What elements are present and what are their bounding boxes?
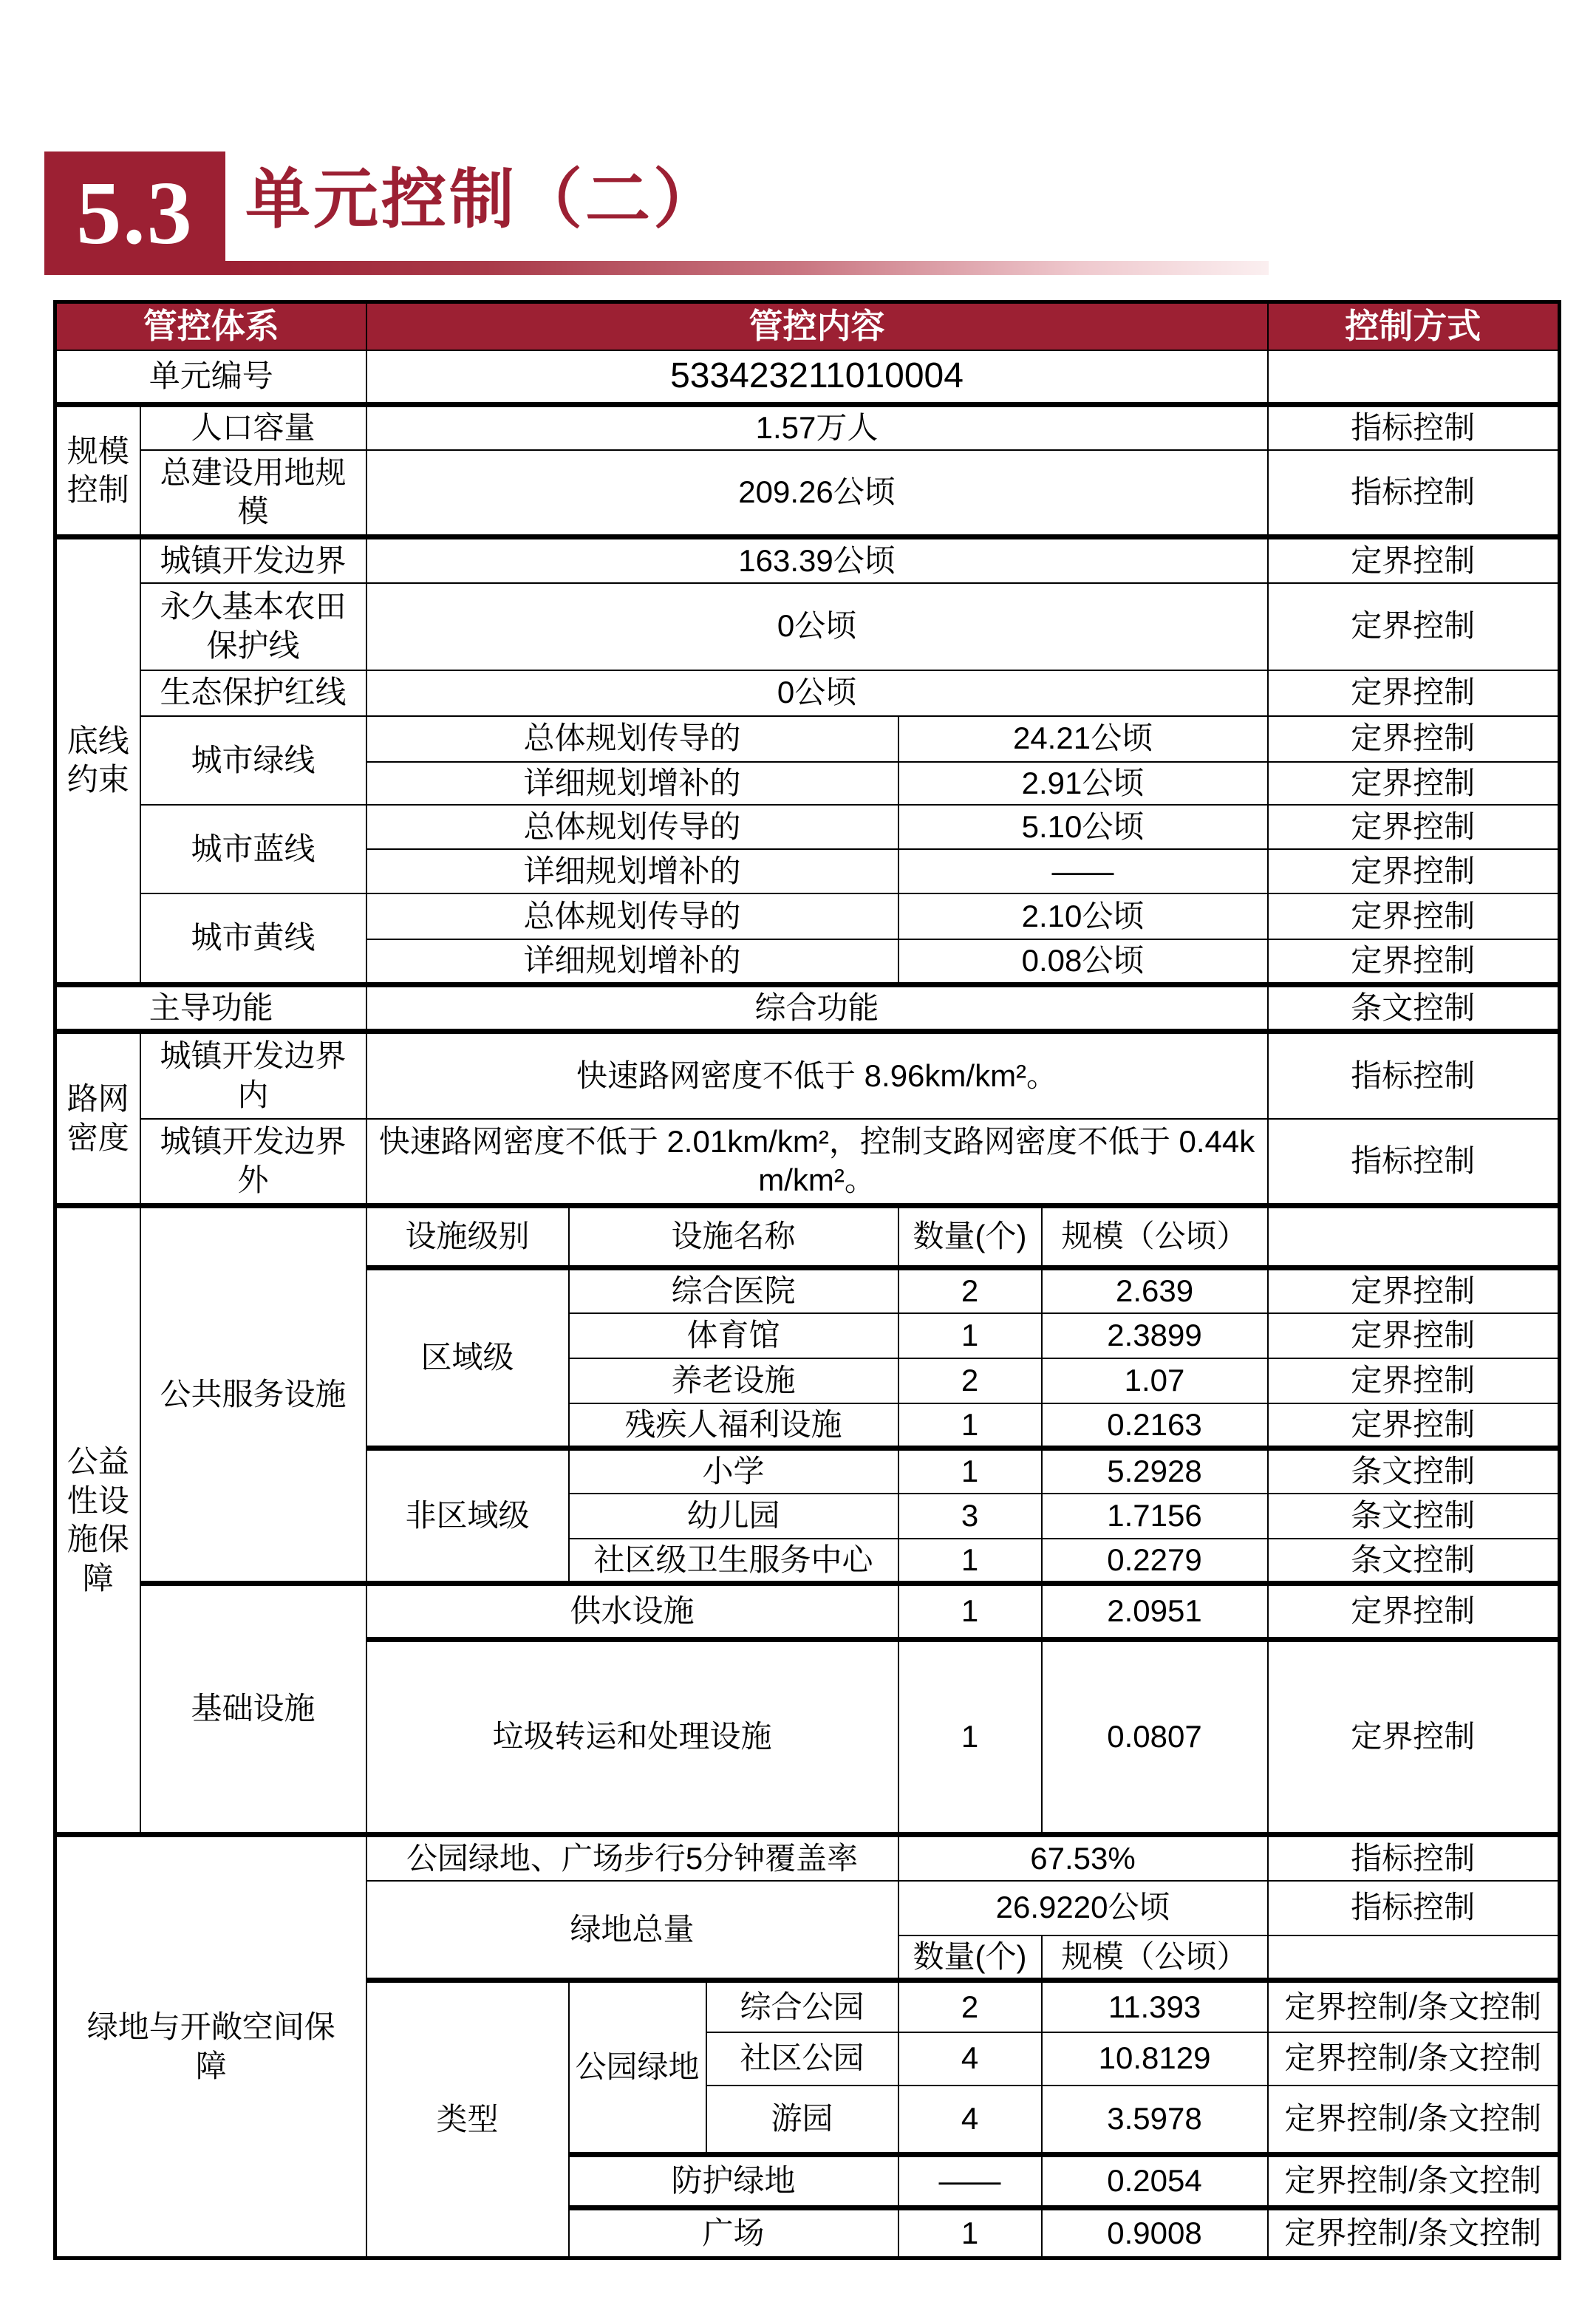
infrastructure-label: 基础设施 — [140, 1584, 366, 1835]
group-road-density: 路网密度 — [55, 1032, 140, 1206]
facility-name-header: 设施名称 — [569, 1206, 898, 1268]
green-count-cell: 2 — [898, 1981, 1042, 2032]
road-outside-value: 快速路网密度不低于 2.01km/km²，控制支路网密度不低于 0.44km/km²。 — [366, 1119, 1268, 1206]
facility-name-cell: 体育馆 — [569, 1313, 898, 1358]
control-mode-cell: 指标控制 — [1268, 405, 1560, 450]
line-type-cell: 详细规划增补的 — [366, 762, 898, 806]
control-mode-cell: 条文控制 — [1268, 1539, 1560, 1584]
road-outside-label: 城镇开发边界外 — [140, 1119, 366, 1206]
farmland-label: 永久基本农田保护线 — [140, 583, 366, 670]
control-mode-cell: 定界控制 — [1268, 537, 1560, 583]
line-value-cell: 5.10公顷 — [898, 805, 1268, 849]
road-density-inside-row — [55, 1032, 1560, 1119]
facility-size-cell: 2.639 — [1042, 1268, 1268, 1313]
road-density-outside-row — [55, 1119, 1560, 1206]
facility-count-cell: 2 — [898, 1268, 1042, 1313]
main-function-label: 主导功能 — [55, 984, 366, 1032]
green-size-cell: 11.393 — [1042, 1981, 1268, 2032]
green-name-cell: 社区公园 — [706, 2032, 898, 2086]
facility-level-header: 设施级别 — [366, 1206, 569, 1268]
control-mode-cell: 指标控制 — [1268, 1835, 1560, 1881]
facility-count-header: 数量(个) — [898, 1206, 1042, 1268]
page-title: 单元控制（二） — [245, 165, 722, 236]
facility-name-cell: 幼儿园 — [569, 1494, 898, 1539]
group-bottom-line: 底线约束 — [55, 537, 140, 985]
facility-count-cell: 3 — [898, 1494, 1042, 1539]
green-count-cell: 4 — [898, 2086, 1042, 2155]
control-mode-cell: 定界控制 — [1268, 1268, 1560, 1313]
control-mode-cell: 定界控制 — [1268, 670, 1560, 716]
road-inside-value: 快速路网密度不低于 8.96km/km²。 — [366, 1032, 1268, 1119]
facility-count-cell: 1 — [898, 1448, 1042, 1494]
group-public-welfare: 公益性设施保障 — [55, 1206, 140, 1835]
facility-count-cell: 1 — [898, 1403, 1042, 1448]
facility-size-cell: 1.7156 — [1042, 1494, 1268, 1539]
water-supply-row — [55, 1584, 1560, 1640]
type-label: 类型 — [366, 1981, 569, 2258]
green-line-master-row — [55, 716, 1560, 762]
park-green-label: 公园绿地 — [569, 1981, 706, 2155]
line-value-cell: 24.21公顷 — [898, 716, 1268, 762]
facility-size-cell: 0.2163 — [1042, 1403, 1268, 1448]
col-header-mode: 控制方式 — [1268, 302, 1560, 350]
facility-name-cell: 社区级卫生服务中心 — [569, 1539, 898, 1584]
control-mode-cell: 定界控制 — [1268, 716, 1560, 762]
facility-count-cell: 1 — [898, 1313, 1042, 1358]
green-count-cell: 4 — [898, 2032, 1042, 2086]
yellow-line-label: 城市黄线 — [140, 893, 366, 984]
control-mode-cell: 定界控制/条文控制 — [1268, 2155, 1560, 2208]
facility-mode-empty — [1268, 1206, 1560, 1268]
green-name-cell: 游园 — [706, 2086, 898, 2155]
population-value: 1.57万人 — [366, 405, 1268, 450]
population-row — [55, 405, 1560, 450]
control-mode-cell: 指标控制 — [1268, 1032, 1560, 1119]
eco-redline-row — [55, 670, 1560, 716]
control-mode-cell: 定界控制 — [1268, 1640, 1560, 1835]
coverage-row — [55, 1835, 1560, 1881]
road-inside-label: 城镇开发边界内 — [140, 1032, 366, 1119]
facility-header-row — [55, 1206, 1560, 1268]
control-mode-cell: 定界控制 — [1268, 1403, 1560, 1448]
facility-name-cell: 小学 — [569, 1448, 898, 1494]
regional-level-label: 区域级 — [366, 1268, 569, 1448]
green-mode-empty — [1268, 1935, 1560, 1981]
unit-code-mode-empty — [1268, 350, 1560, 405]
facility-name-cell: 残疾人福利设施 — [569, 1403, 898, 1448]
control-mode-cell: 条文控制 — [1268, 984, 1560, 1032]
unit-code-row — [55, 350, 1560, 405]
green-size-cell: 10.8129 — [1042, 2032, 1268, 2086]
control-mode-cell: 定界控制 — [1268, 762, 1560, 806]
line-value-cell: 2.91公顷 — [898, 762, 1268, 806]
line-type-cell: 总体规划传导的 — [366, 805, 898, 849]
construction-land-row — [55, 450, 1560, 537]
col-header-system: 管控体系 — [55, 302, 366, 350]
green-count-cell: —— — [898, 2155, 1042, 2208]
construction-land-label: 总建设用地规模 — [140, 450, 366, 537]
line-type-cell: 详细规划增补的 — [366, 849, 898, 893]
facility-name-cell: 养老设施 — [569, 1358, 898, 1403]
blue-line-label: 城市蓝线 — [140, 805, 366, 893]
facility-count-cell: 2 — [898, 1358, 1042, 1403]
farmland-value: 0公顷 — [366, 583, 1268, 670]
control-mode-cell: 指标控制 — [1268, 1119, 1560, 1206]
construction-land-value: 209.26公顷 — [366, 450, 1268, 537]
non-regional-level-label: 非区域级 — [366, 1448, 569, 1584]
green-size-cell: 3.5978 — [1042, 2086, 1268, 2155]
facility-name-cell: 供水设施 — [366, 1584, 898, 1640]
control-mode-cell: 指标控制 — [1268, 450, 1560, 537]
table-header-row — [55, 302, 1560, 350]
control-mode-cell: 定界控制 — [1268, 939, 1560, 984]
control-mode-cell: 指标控制 — [1268, 1881, 1560, 1935]
control-mode-cell: 定界控制/条文控制 — [1268, 1981, 1560, 2032]
group-green-space: 绿地与开敞空间保障 — [55, 1835, 366, 2258]
facility-size-header: 规模（公顷） — [1042, 1206, 1268, 1268]
control-mode-cell: 定界控制 — [1268, 1358, 1560, 1403]
dev-boundary-row — [55, 537, 1560, 583]
coverage-label: 公园绿地、广场步行5分钟覆盖率 — [366, 1835, 898, 1881]
control-mode-cell: 定界控制 — [1268, 805, 1560, 849]
line-type-cell: 详细规划增补的 — [366, 939, 898, 984]
line-value-cell: 2.10公顷 — [898, 893, 1268, 939]
public-service-label: 公共服务设施 — [140, 1206, 366, 1584]
control-mode-cell: 定界控制 — [1268, 1584, 1560, 1640]
unit-control-table — [53, 300, 1561, 2260]
section-number-badge — [44, 151, 225, 275]
green-count-cell: 1 — [898, 2208, 1042, 2258]
facility-size-cell: 5.2928 — [1042, 1448, 1268, 1494]
facility-name-cell: 综合医院 — [569, 1268, 898, 1313]
blue-line-master-row — [55, 805, 1560, 849]
green-name-cell: 广场 — [569, 2208, 898, 2258]
title-underline-bar — [225, 261, 1269, 275]
facility-size-cell: 0.2279 — [1042, 1539, 1268, 1584]
control-mode-cell: 定界控制/条文控制 — [1268, 2032, 1560, 2086]
unit-code-value: 533423211010004 — [366, 350, 1268, 405]
control-mode-cell: 定界控制 — [1268, 1313, 1560, 1358]
coverage-value: 67.53% — [898, 1835, 1268, 1881]
control-mode-cell: 定界控制 — [1268, 583, 1560, 670]
facility-count-cell: 1 — [898, 1584, 1042, 1640]
control-mode-cell: 定界控制 — [1268, 893, 1560, 939]
control-mode-cell: 定界控制/条文控制 — [1268, 2208, 1560, 2258]
dev-boundary-label: 城镇开发边界 — [140, 537, 366, 583]
line-type-cell: 总体规划传导的 — [366, 893, 898, 939]
section-number: 5.3 — [76, 163, 194, 263]
facility-count-cell: 1 — [898, 1539, 1042, 1584]
unit-code-label: 单元编号 — [55, 350, 366, 405]
green-total-value: 26.9220公顷 — [898, 1881, 1268, 1935]
line-value-cell: —— — [898, 849, 1268, 893]
green-name-cell: 防护绿地 — [569, 2155, 898, 2208]
eco-redline-label: 生态保护红线 — [140, 670, 366, 716]
facility-count-cell: 1 — [898, 1640, 1042, 1835]
dev-boundary-value: 163.39公顷 — [366, 537, 1268, 583]
control-mode-cell: 条文控制 — [1268, 1448, 1560, 1494]
green-line-label: 城市绿线 — [140, 716, 366, 806]
col-header-content: 管控内容 — [366, 302, 1268, 350]
facility-size-cell: 2.0951 — [1042, 1584, 1268, 1640]
green-total-label: 绿地总量 — [366, 1881, 898, 1981]
green-size-cell: 0.9008 — [1042, 2208, 1268, 2258]
population-label: 人口容量 — [140, 405, 366, 450]
facility-size-cell: 2.3899 — [1042, 1313, 1268, 1358]
main-function-value: 综合功能 — [366, 984, 1268, 1032]
control-mode-cell: 定界控制 — [1268, 849, 1560, 893]
facility-name-cell: 垃圾转运和处理设施 — [366, 1640, 898, 1835]
facility-size-cell: 0.0807 — [1042, 1640, 1268, 1835]
line-type-cell: 总体规划传导的 — [366, 716, 898, 762]
green-size-cell: 0.2054 — [1042, 2155, 1268, 2208]
control-mode-cell: 定界控制/条文控制 — [1268, 2086, 1560, 2155]
facility-size-cell: 1.07 — [1042, 1358, 1268, 1403]
green-name-cell: 综合公园 — [706, 1981, 898, 2032]
green-size-header: 规模（公顷） — [1042, 1935, 1268, 1981]
farmland-row — [55, 583, 1560, 670]
control-mode-cell: 条文控制 — [1268, 1494, 1560, 1539]
main-function-row — [55, 984, 1560, 1032]
group-scale-control: 规模控制 — [55, 405, 140, 537]
line-value-cell: 0.08公顷 — [898, 939, 1268, 984]
green-count-header: 数量(个) — [898, 1935, 1042, 1981]
eco-redline-value: 0公顷 — [366, 670, 1268, 716]
yellow-line-master-row — [55, 893, 1560, 939]
